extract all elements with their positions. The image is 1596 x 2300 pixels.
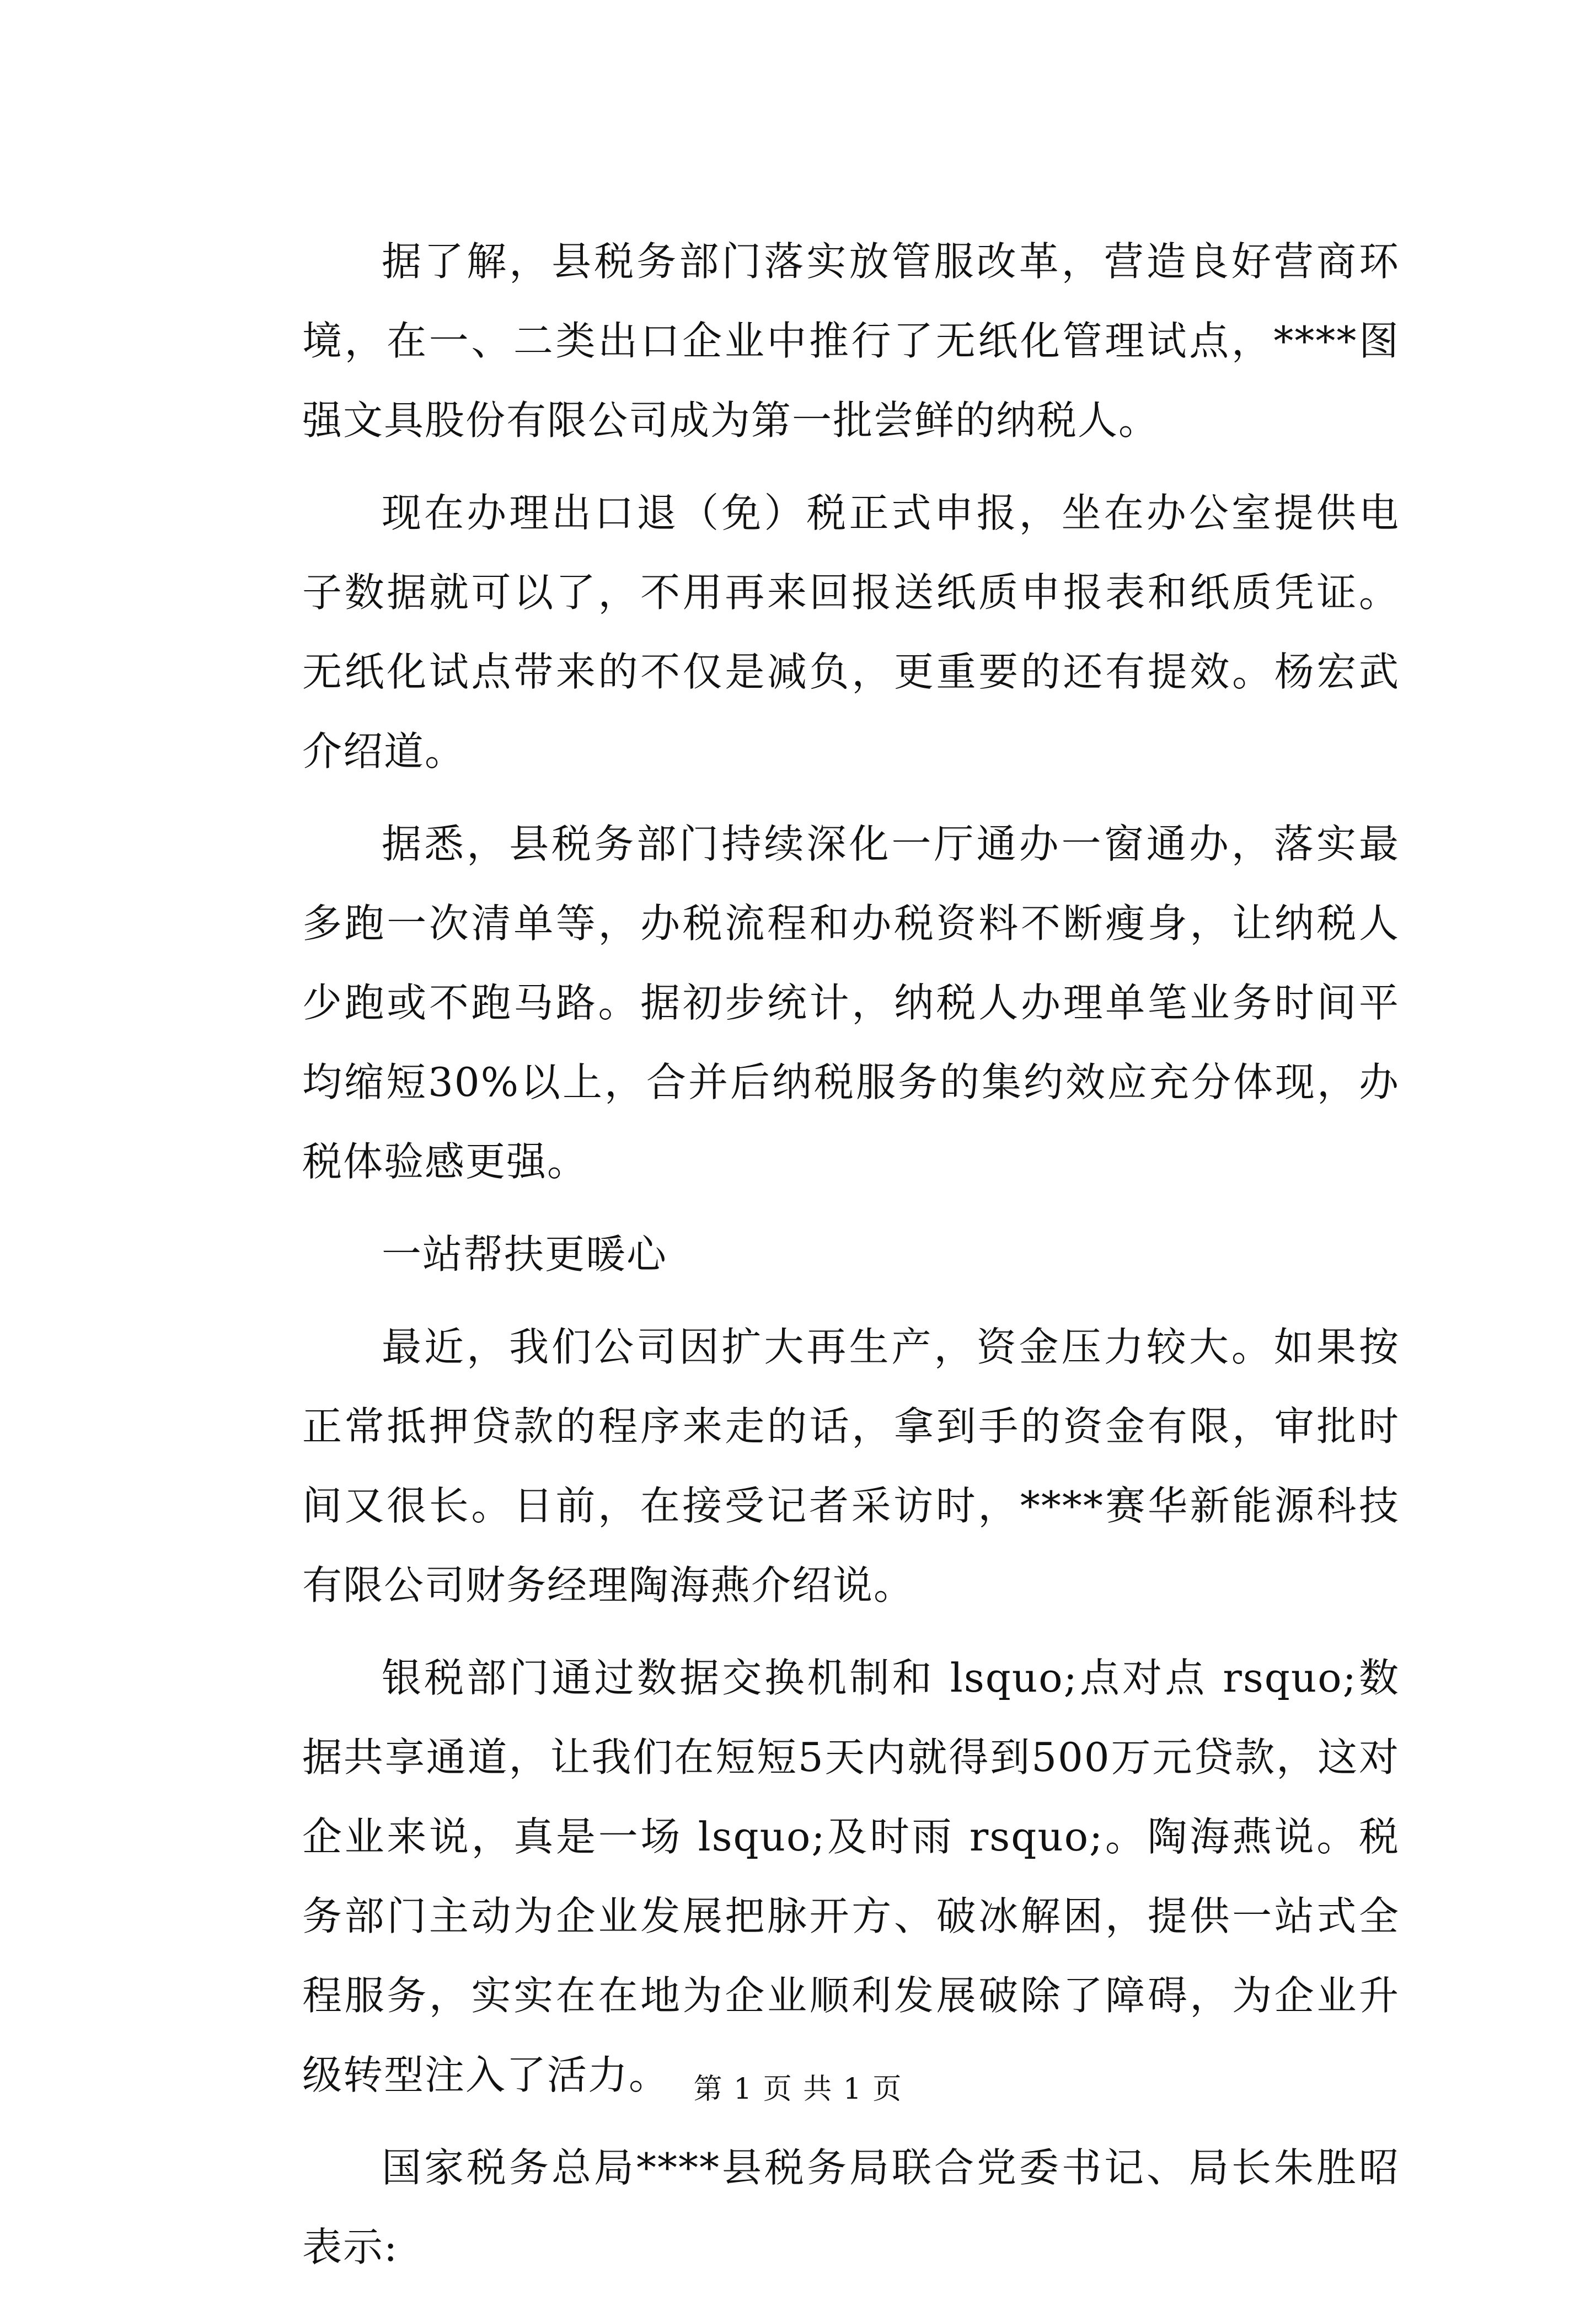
section-heading: 一站帮扶更暖心	[382, 1231, 668, 1277]
paragraph-1: 据了解，县税务部门落实放管服改革，营造良好营商环境，在一、二类出口企业中推行了无纸化管理试点，****图强文具股份有限公司成为第一批尝鲜的纳税人。	[302, 238, 1400, 443]
paragraph-3: 据悉，县税务部门持续深化一厅通办一窗通办，落实最多跑一次清单等，办税流程和办税资料不断瘦身，让纳税人少跑或不跑马路。据初步统计，纳税人办理单笔业务时间平均缩短30%以上，合并后纳税服务的集约效应充分体现，办税体验感更强。	[302, 821, 1400, 1185]
page-footer: 第 1 页 共 1 页	[693, 2073, 903, 2106]
paragraph-6: 国家税务总局****县税务局联合党委书记、局长朱胜昭表示:	[302, 2144, 1400, 2270]
document-body	[302, 222, 1400, 2300]
paragraph-4: 最近，我们公司因扩大再生产，资金压力较大。如果按正常抵押贷款的程序来走的话，拿到手的资金有限，审批时间又很长。日前，在接受记者采访时，****赛华新能源科技有限公司财务经理陶海燕介绍说。	[302, 1324, 1400, 1608]
paragraph-2: 现在办理出口退（免）税正式申报，坐在办公室提供电子数据就可以了，不用再来回报送纸质申报表和纸质凭证。无纸化试点带来的不仅是减负，更重要的还有提效。杨宏武介绍道。	[302, 490, 1400, 774]
paragraph-5: 银税部门通过数据交换机制和 lsquo;点对点 rsquo;数据共享通道，让我们在短短5天内就得到500万元贷款，这对企业来说，真是一场 lsquo;及时雨 rsquo;。陶海燕说。税务部门主动为企业发展把脉开方、破冰解困，提供一站式全程服务，实实在在地为企业顺利发展破除了障碍，为企业升级转型注入了活力。	[302, 1655, 1400, 2098]
